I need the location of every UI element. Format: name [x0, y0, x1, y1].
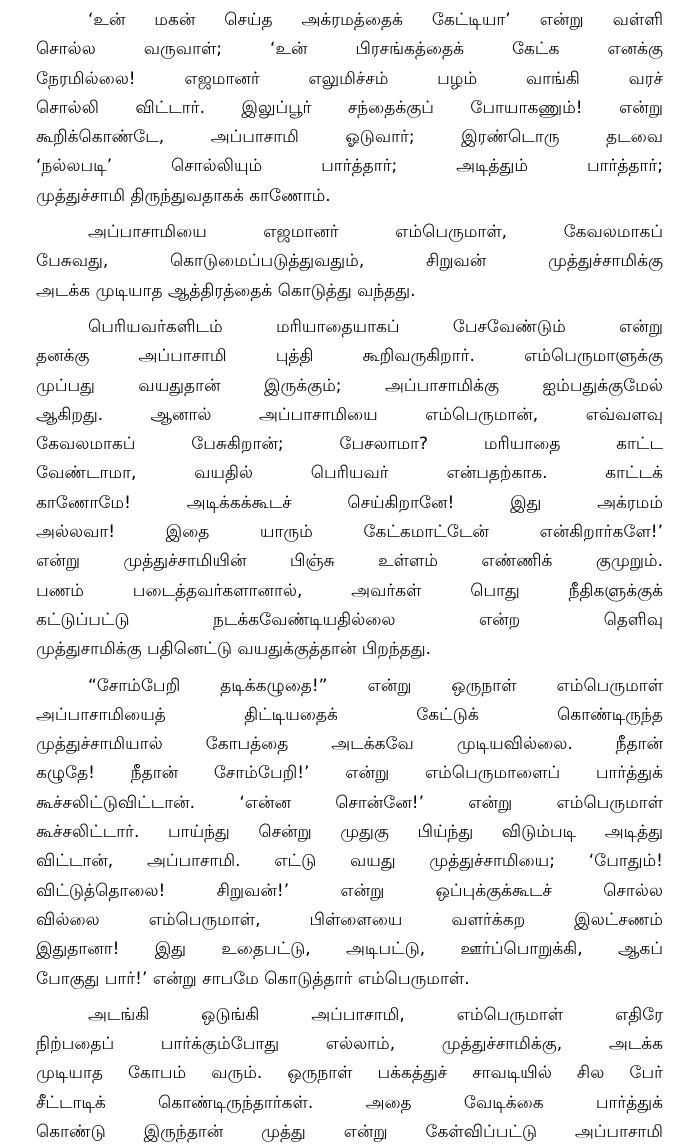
text-line: அல்லவா! இதை யாரும் கேட்கமாட்டேன் என்கிறார்களே!’ — [36, 522, 663, 543]
text-line: கட்டுப்பட்டு நடக்கவேண்டியதில்லை என்ற தெளிவு — [36, 609, 663, 630]
text-line: தனக்கு அப்பாசாமி புத்தி கூறிவருகிறார். எம்பெருமாளுக்கு — [36, 346, 663, 367]
book-page — [36, 6, 663, 1147]
paragraph-4 — [36, 672, 663, 994]
text-line: காணோமே! அடிக்கக்கூடச் செய்கிறானே! இது அக்ரமம் — [36, 492, 663, 513]
text-line: போகுது பார்!’ என்று சாபமே கொடுத்தார் எம்பெருமாள். — [36, 968, 470, 989]
text-line: ‘நல்லபடி’ சொல்லியும் பார்த்தார்; அடித்தும் பார்த்தார்; — [36, 156, 663, 177]
paragraph-1 — [36, 6, 663, 211]
paragraph-2 — [36, 218, 663, 306]
text-line: அப்பாசாமியைத் திட்டியதைக் கேட்டுக் கொண்டிருந்த — [36, 704, 663, 725]
text-line: முத்துச்சாமியால் கோபத்தை அடக்கவே முடியவில்லை. நீதான் — [36, 734, 663, 755]
text-line: ‘உன் மகன் செய்த அக்ரமத்தைக் கேட்டியா’ என்று வள்ளி — [88, 10, 663, 30]
paragraph-3 — [36, 313, 663, 665]
text-line: அப்பாசாமியை எஜமானர் எம்பெருமாள், கேவலமாகப் — [88, 222, 663, 243]
text-line: பேசுவது, கொடுமைப்படுத்துவதும், சிறுவன் முத்துச்சாமிக்கு — [36, 251, 663, 272]
text-line: கூறிக்கொண்டே, அப்பாசாமி ஓடுவார்; இரண்டொரு தடவை — [36, 127, 663, 148]
text-line: கூச்சலிட்டுவிட்டான். ‘என்ன சொன்னே!’ என்று எம்பெருமாள் — [36, 792, 663, 813]
text-line: நிற்பதைப் பார்க்கும்போது எல்லாம், முத்துச்சாமிக்கு, அடக்க — [36, 1034, 663, 1055]
text-line: கழுதே! நீதான் சோம்பேறி!’ என்று எம்பெருமாளைப் பார்த்துக் — [36, 763, 663, 784]
paragraph-5 — [36, 1001, 663, 1147]
text-line: கொண்டு இருந்தான் முத்து என்று கேள்விப்பட்டு அப்பாசாமி — [36, 1121, 663, 1142]
text-line: பெரியவர்களிடம் மரியாதையாகப் பேசவேண்டும் என்று — [88, 316, 663, 337]
text-line: வில்லை எம்பெருமாள், பிள்ளையை வளர்க்கற இலட்சணம் — [36, 909, 663, 930]
text-line: சொல்ல வருவாள்; ‘உன் பிரசங்கத்தைக் கேட்க எனக்கு — [36, 39, 663, 60]
text-line: அடக்க முடியாத ஆத்திரத்தைக் கொடுத்து வந்தது. — [36, 280, 416, 301]
text-line: முடியாத கோபம் வரும். ஒருநாள் பக்கத்துச் சாவடியில் சில பேர் — [36, 1063, 663, 1084]
text-line: கூச்சலிட்டார். பாய்ந்து சென்று முதுகு பிய்ந்து விடும்படி அடித்து — [36, 822, 663, 843]
text-line: கேவலமாகப் பேசுகிறான்; பேசலாமா? மரியாதை காட்ட — [36, 434, 663, 455]
text-line: சொல்லி விட்டார். இலுப்பூர் சந்தைக்குப் போயாகணும்! என்று — [36, 97, 663, 118]
text-line: முத்துசாமிக்கு பதினெட்டு வயதுக்குத்தான் பிறந்தது. — [36, 639, 432, 660]
text-line: விட்டான், அப்பாசாமி. எட்டு வயது முத்துச்சாமியை; ‘போதும்! — [36, 851, 663, 872]
text-line: அடங்கி ஒடுங்கி அப்பாசாமி, எம்பெருமாள் எதிரே — [88, 1004, 663, 1025]
text-line: “சோம்பேறி தடிக்கழுதை!” என்று ஒருநாள் எம்பெருமாள் — [88, 675, 663, 696]
text-line: என்று முத்துச்சாமியின் பிஞ்சு உள்ளம் எண்ணிக் குமுறும். — [36, 551, 663, 572]
text-line: நேரமில்லை! எஜமானர் எலுமிச்சம் பழம் வாங்கி வரச் — [36, 68, 663, 89]
text-line: முப்பது வயதுதான் இருக்கும்; அப்பாசாமிக்கு ஐம்பதுக்குமேல் — [36, 375, 663, 396]
text-line: சீட்டாடிக் கொண்டிருந்தார்கள். அதை வேடிக்கை பார்த்துக் — [36, 1092, 663, 1113]
text-line: வேண்டாமா, வயதில் பெரியவர் என்பதற்காக. காட்டக் — [36, 463, 663, 484]
text-line: முத்துச்சாமி திருந்துவதாகக் காணோம். — [36, 185, 331, 206]
text-line: ஆகிறது. ஆனால் அப்பாசாமியை எம்பெருமான், எவ்வளவு — [36, 404, 663, 425]
text-line: விட்டுத்தொலை! சிறுவன்!’ என்று ஒப்புக்குக்கூடச் சொல்ல — [36, 880, 663, 901]
text-line: இதுதானா! இது உதைபட்டு, அடிபட்டு, ஊர்ப்பொறுக்கி, ஆகப் — [36, 939, 663, 960]
text-line: பணம் படைத்தவர்களானால், அவர்கள் பொது நீதிகளுக்குக் — [36, 580, 663, 601]
